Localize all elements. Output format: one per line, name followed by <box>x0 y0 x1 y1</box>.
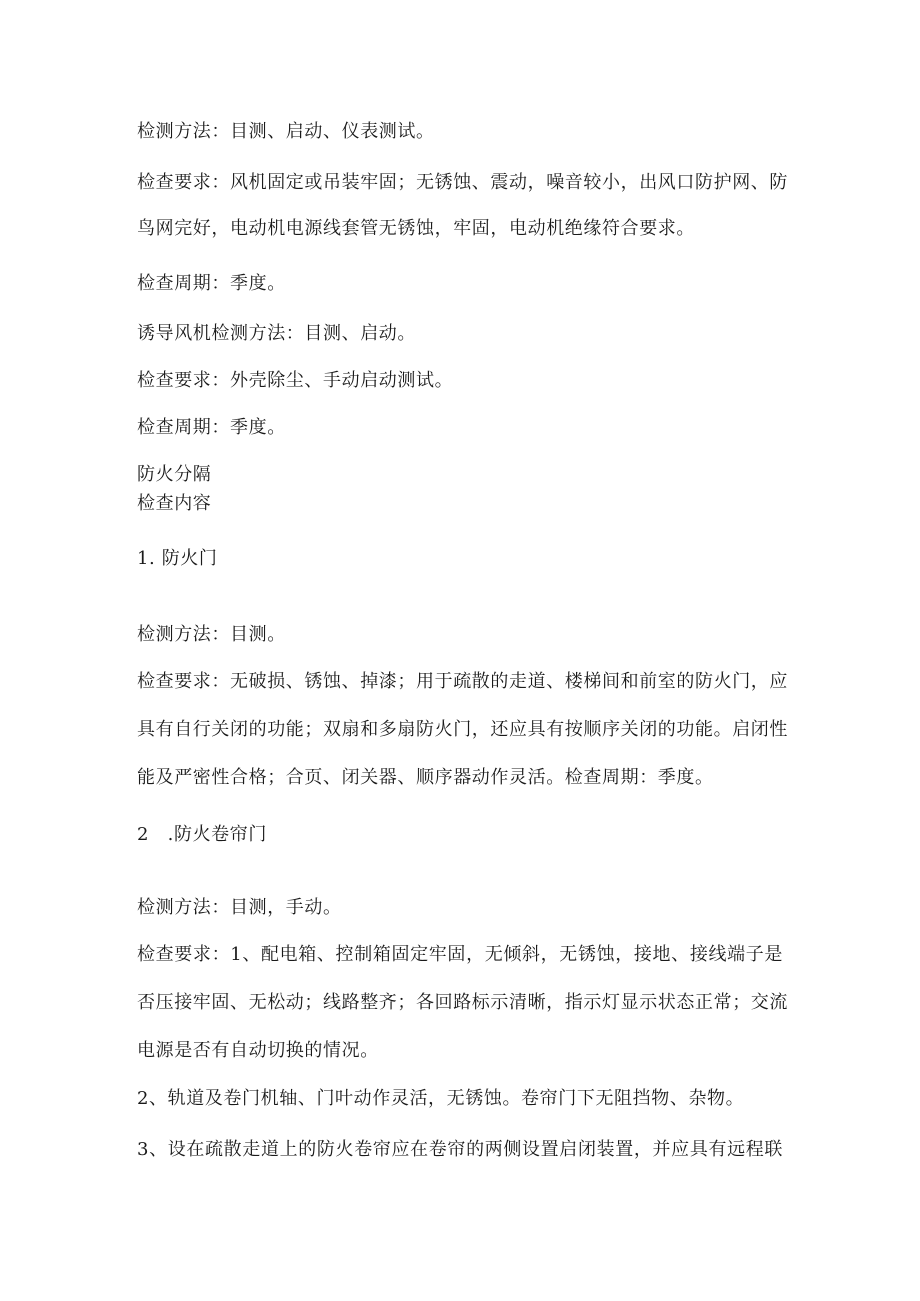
subsection-heading: 2 .防火卷帘门 <box>137 824 267 845</box>
text-line: 检查要求：外壳除尘、手动启动测试。 <box>137 370 454 391</box>
text-line: 检查要求：无破损、锈蚀、掉漆；用于疏散的走道、楼梯间和前室的防火门，应 <box>137 671 788 692</box>
subsection-heading: 1. 防火门 <box>137 548 218 569</box>
text-line: 检测方法：目测。 <box>137 624 286 645</box>
text-line: 检查要求：风机固定或吊装牢固；无锈蚀、震动，噪音较小，出风口防护网、防 <box>137 172 788 193</box>
text-line: 电源是否有自动切换的情况。 <box>137 1040 379 1061</box>
text-line: 检测方法：目测，手动。 <box>137 897 342 918</box>
section-heading: 防火分隔 <box>137 464 212 485</box>
text-line: 检查周期：季度。 <box>137 417 286 438</box>
text-line: 2、轨道及卷门机轴、门叶动作灵活，无锈蚀。卷帘门下无阻挡物、杂物。 <box>137 1088 745 1109</box>
text-line: 检查要求：1、配电箱、控制箱固定牢固，无倾斜，无锈蚀，接地、接线端子是 <box>137 944 783 965</box>
section-heading: 检查内容 <box>137 493 212 514</box>
text-line: 3、设在疏散走道上的防火卷帘应在卷帘的两侧设置启闭装置，并应具有远程联 <box>137 1139 783 1160</box>
text-line: 鸟网完好，电动机电源线套管无锈蚀，牢固，电动机绝缘符合要求。 <box>137 218 695 239</box>
text-line: 检查周期：季度。 <box>137 273 286 294</box>
text-line: 具有自行关闭的功能；双扇和多扇防火门，还应具有按顺序关闭的功能。启闭性 <box>137 719 788 740</box>
text-line: 诱导风机检测方法：目测、启动。 <box>137 323 416 344</box>
text-line: 否压接牢固、无松动；线路整齐；各回路标示清晰，指示灯显示状态正常；交流 <box>137 992 788 1013</box>
text-line: 检测方法：目测、启动、仪表测试。 <box>137 121 435 142</box>
text-line: 能及严密性合格；合页、闭关器、顺序器动作灵活。检查周期：季度。 <box>137 767 714 788</box>
